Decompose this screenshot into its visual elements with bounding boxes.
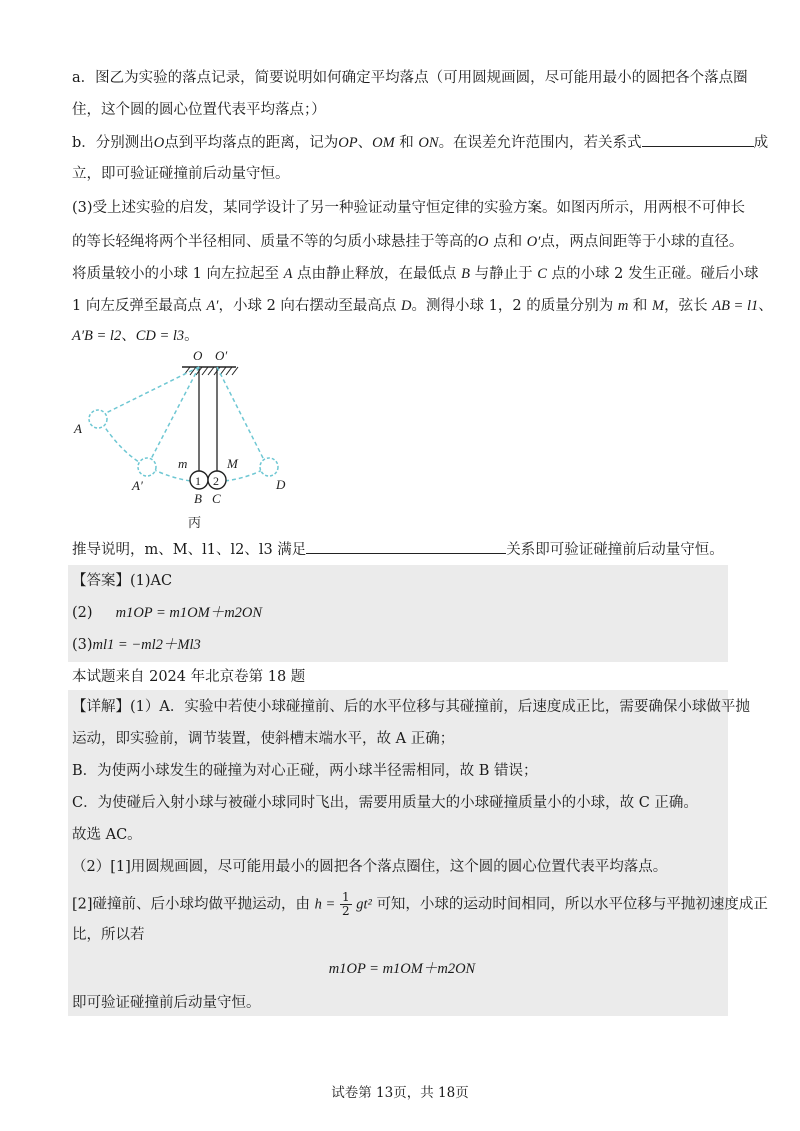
ball-at-D <box>260 458 278 476</box>
string-A <box>106 367 199 413</box>
answer-blank-1[interactable] <box>642 132 754 147</box>
ball-1-label: 1 <box>195 474 201 488</box>
q3-line-5: A′B = l2、CD = l3。 <box>72 328 199 344</box>
detail-line-5: 故选 AC。 <box>72 827 142 843</box>
figure-caption: 丙 <box>188 515 202 530</box>
q3-line-1: (3)受上述实验的启发，某同学设计了另一种验证动量守恒定律的实验方案。如图丙所示，用两根不可伸长 <box>72 200 746 216</box>
q3a-line-1: a．图乙为实验的落点记录，简要说明如何确定平均落点（可用圆规画圆，尽可能用最小的圆把各个落点圈 <box>72 70 748 86</box>
label-A-prime: A′ <box>132 478 143 493</box>
label-M: M <box>227 456 238 471</box>
answer-line-1: 【答案】(1)AC <box>72 573 173 589</box>
q3-line-3: 将质量较小的小球 1 向左拉起至 A 点由静止释放，在最低点 B 与静止于 C 点的小球 2 发生正碰。碰后小球 <box>72 266 759 282</box>
source-line: 本试题来自 2024 年北京卷第 18 题 <box>72 669 306 685</box>
detail-line-3: B．为使两小球发生的碰撞为对心正碰，两小球半径需相同，故 B 错误； <box>72 763 538 779</box>
q3b-line-1: b．分别测出O点到平均落点的距离，记为OP、OM 和 ON。在误差允许范围内，若关系式 成 <box>72 132 732 153</box>
answer-line-2: (2) m1OP = m1OM＋m2ON <box>72 605 263 621</box>
label-C: C <box>212 491 221 506</box>
derive-line: 推导说明，m、M、l1、l2、l3 满足 关系即可验证碰撞前后动量守恒。 <box>72 539 732 560</box>
ball-at-A <box>89 410 107 428</box>
detail-line-4: C．为使碰后入射小球与被碰小球同时飞出，需要用质量大的小球碰撞质量小的小球，故 C 正确。 <box>72 795 698 811</box>
q3-line-4: 1 向左反弹至最高点 A′，小球 2 向右摆动至最高点 D。测得小球 1，2 的质量分别为 m 和 M，弦长 AB = l1、 <box>72 298 773 314</box>
q3-line-2: 的等长轻绳将两个半径相同、质量不等的匀质小球悬挂于等高的O 点和 O′点，两点间距等于小球的直径。 <box>72 234 744 250</box>
detail-line-6: （2）[1]用圆规画圆，尽可能用最小的圆把各个落点圈住，这个圆的圆心位置代表平均落点。 <box>72 859 668 875</box>
detail-line-1: 【详解】(1）A．实验中若使小球碰撞前、后的水平位移与其碰撞前，后速度成正比，需要确保小球做平抛 <box>72 699 750 715</box>
detail-formula: m1OP = m1OM＋m2ON <box>328 961 476 977</box>
answer-blank-2[interactable] <box>306 539 506 554</box>
label-O: O <box>193 348 203 363</box>
string-A-prime <box>151 367 199 459</box>
ball-at-A-prime <box>138 458 156 476</box>
detail-line-8: 比，所以若 <box>72 927 145 943</box>
answer-line-3: (3)ml1 = −ml2＋Ml3 <box>72 637 201 653</box>
detail-line-2: 运动，即实验前，调节装置，使斜槽末端水平，故 A 正确； <box>72 731 455 747</box>
q3a-line-2: 住，这个圆的圆心位置代表平均落点；） <box>72 102 326 118</box>
label-B: B <box>194 491 202 506</box>
label-D: D <box>276 477 286 492</box>
pendulum-figure <box>60 345 310 535</box>
ball-2-label: 2 <box>213 474 219 488</box>
label-m: m <box>178 456 188 471</box>
label-O-prime: O′ <box>215 348 228 363</box>
page-footer: 试卷第 13页，共 18页 <box>331 1085 469 1101</box>
detail-line-7: [2]碰撞前、后小球均做平抛运动，由 h = $\frac{1}{2}$ gt² 可知，小球的运动时间相同，所以水平位移与平抛初速度成正 <box>72 890 768 918</box>
detail-line-9: 即可验证碰撞前后动量守恒。 <box>72 995 261 1011</box>
string-D <box>217 367 264 460</box>
fraction-half: $\frac{1}{2}$ <box>341 890 350 918</box>
q3b-line-2: 立，即可验证碰撞前后动量守恒。 <box>72 166 290 182</box>
label-A: A <box>74 421 82 436</box>
